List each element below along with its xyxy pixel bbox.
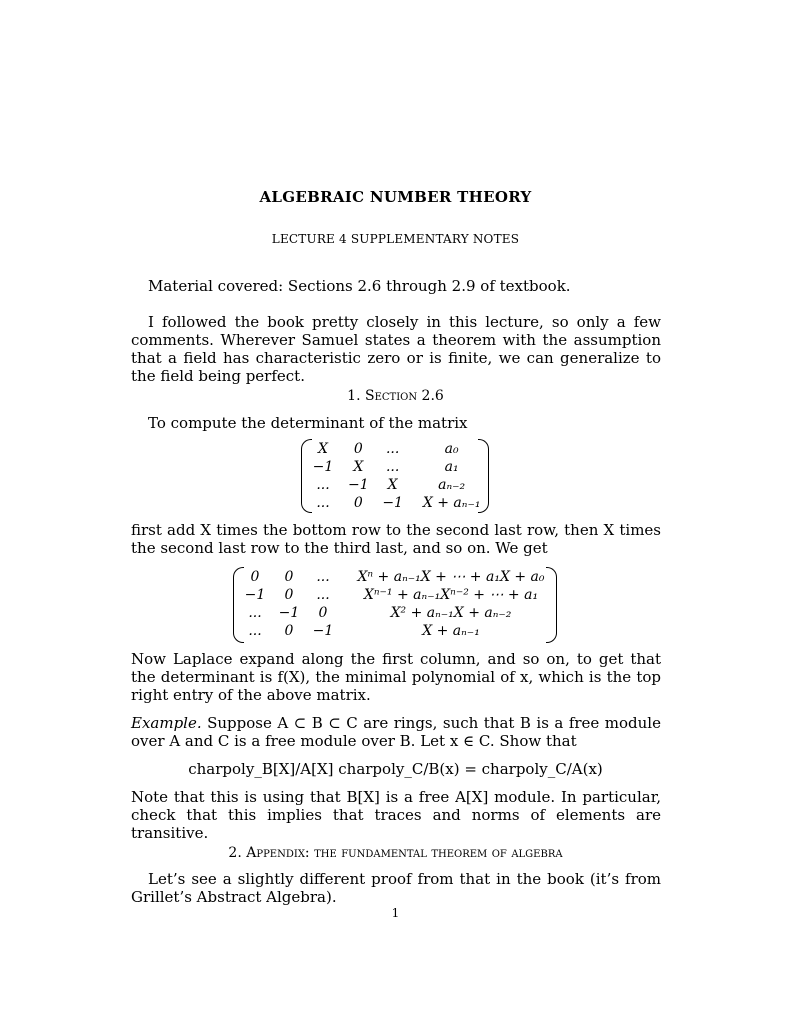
matrix-cell: −1: [244, 587, 266, 603]
material-covered: Material covered: Sections 2.6 through 2.9 of textbook.: [148, 277, 571, 295]
matrix-1-body: [304, 440, 493, 512]
matrix-cell: 0: [353, 495, 363, 511]
matrix-cell: ...: [316, 587, 330, 603]
section-2-heading: [0, 845, 791, 861]
matrix-row: [304, 458, 493, 476]
charpoly-equation: charpoly_B[X]/A[X] charpoly_C/B(x) = charpoly_C/A(x): [188, 760, 603, 778]
matrix-cell: X: [387, 477, 398, 493]
page-number: 1: [391, 906, 400, 920]
matrix-cell: X + aₙ₋₁: [422, 495, 481, 511]
matrix-cell: 0: [318, 605, 328, 621]
matrix-cell: −1: [348, 477, 369, 493]
determinant-intro: To compute the determinant of the matrix: [148, 414, 468, 432]
example-label: Example.: [131, 714, 202, 732]
matrix-2-body: [238, 568, 562, 640]
matrix-cell: aₙ₋₂: [438, 477, 466, 493]
matrix-cell: −1: [312, 623, 334, 639]
matrix-cell: 0: [250, 569, 260, 585]
matrix-cell: −1: [278, 605, 300, 621]
matrix-cell: X² + aₙ₋₁X + aₙ₋₂: [390, 605, 512, 621]
matrix-row: [238, 604, 562, 622]
matrix-cell: ...: [316, 569, 330, 585]
intro-paragraph: I followed the book pretty closely in this lecture, so only a few comments. Wherever Samuel states a theorem with the assumption that a field has characteristic zero or is finite, we can generalize to the field being perfect.: [131, 313, 661, 385]
laplace-paragraph: Now Laplace expand along the first column, and so on, to get that the determinant is f(X), the minimal polynomial of x, which is the top right entry of the above matrix.: [131, 650, 661, 704]
paper-subtitle: LECTURE 4 SUPPLEMENTARY NOTES: [271, 232, 520, 246]
matrix-cell: a₁: [444, 459, 459, 475]
matrix-1-right-paren: [478, 439, 489, 513]
matrix-cell: −1: [382, 495, 403, 511]
closing-paragraph: Let’s see a slightly different proof from that in the book (it’s from Grillet’s Abstract Algebra).: [131, 870, 661, 906]
matrix-cell: ...: [385, 459, 400, 475]
matrix-cell: ...: [248, 605, 262, 621]
note-paragraph: Note that this is using that B[X] is a free A[X] module. In particular, check that this implies that traces and norms of elements are transitive.: [131, 788, 661, 842]
after-matrix-1-text: first add X times the bottom row to the second last row, then X times the second last row to the third last, and so on. We get: [131, 521, 661, 557]
matrix-cell: 0: [284, 569, 294, 585]
matrix-cell: Xⁿ + aₙ₋₁X + ⋯ + a₁X + a₀: [357, 569, 545, 585]
matrix-cell: ...: [385, 441, 400, 457]
matrix-cell: ...: [316, 495, 330, 511]
matrix-cell: X: [353, 459, 364, 475]
paper-title: ALGEBRAIC NUMBER THEORY: [259, 188, 532, 206]
section-1-heading: [0, 388, 791, 404]
matrix-cell: 0: [284, 623, 294, 639]
matrix-cell: Xⁿ⁻¹ + aₙ₋₁Xⁿ⁻² + ⋯ + a₁: [363, 587, 539, 603]
section-1-heading-text: 1. Section 2.6: [347, 388, 444, 404]
matrix-row: [238, 568, 562, 586]
matrix-row: [304, 494, 493, 512]
matrix-cell: ...: [316, 477, 330, 493]
matrix-cell: X + aₙ₋₁: [422, 623, 480, 639]
matrix-row: [304, 440, 493, 458]
example-text: Suppose A ⊂ B ⊂ C are rings, such that B is a free module over A and C is a free module over B. Let x ∈ C. Show that: [131, 714, 661, 750]
matrix-2-right-paren: [546, 567, 557, 643]
example-paragraph: [131, 714, 661, 750]
matrix-row: [304, 476, 493, 494]
matrix-cell: ...: [248, 623, 262, 639]
matrix-row: [238, 586, 562, 604]
matrix-row: [238, 622, 562, 640]
matrix-cell: X: [318, 441, 328, 457]
matrix-cell: 0: [353, 441, 363, 457]
matrix-cell: −1: [312, 459, 334, 475]
matrix-cell: 0: [284, 587, 294, 603]
matrix-cell: a₀: [444, 441, 459, 457]
section-2-heading-text: 2. Appendix: the fundamental theorem of algebra: [228, 845, 563, 861]
